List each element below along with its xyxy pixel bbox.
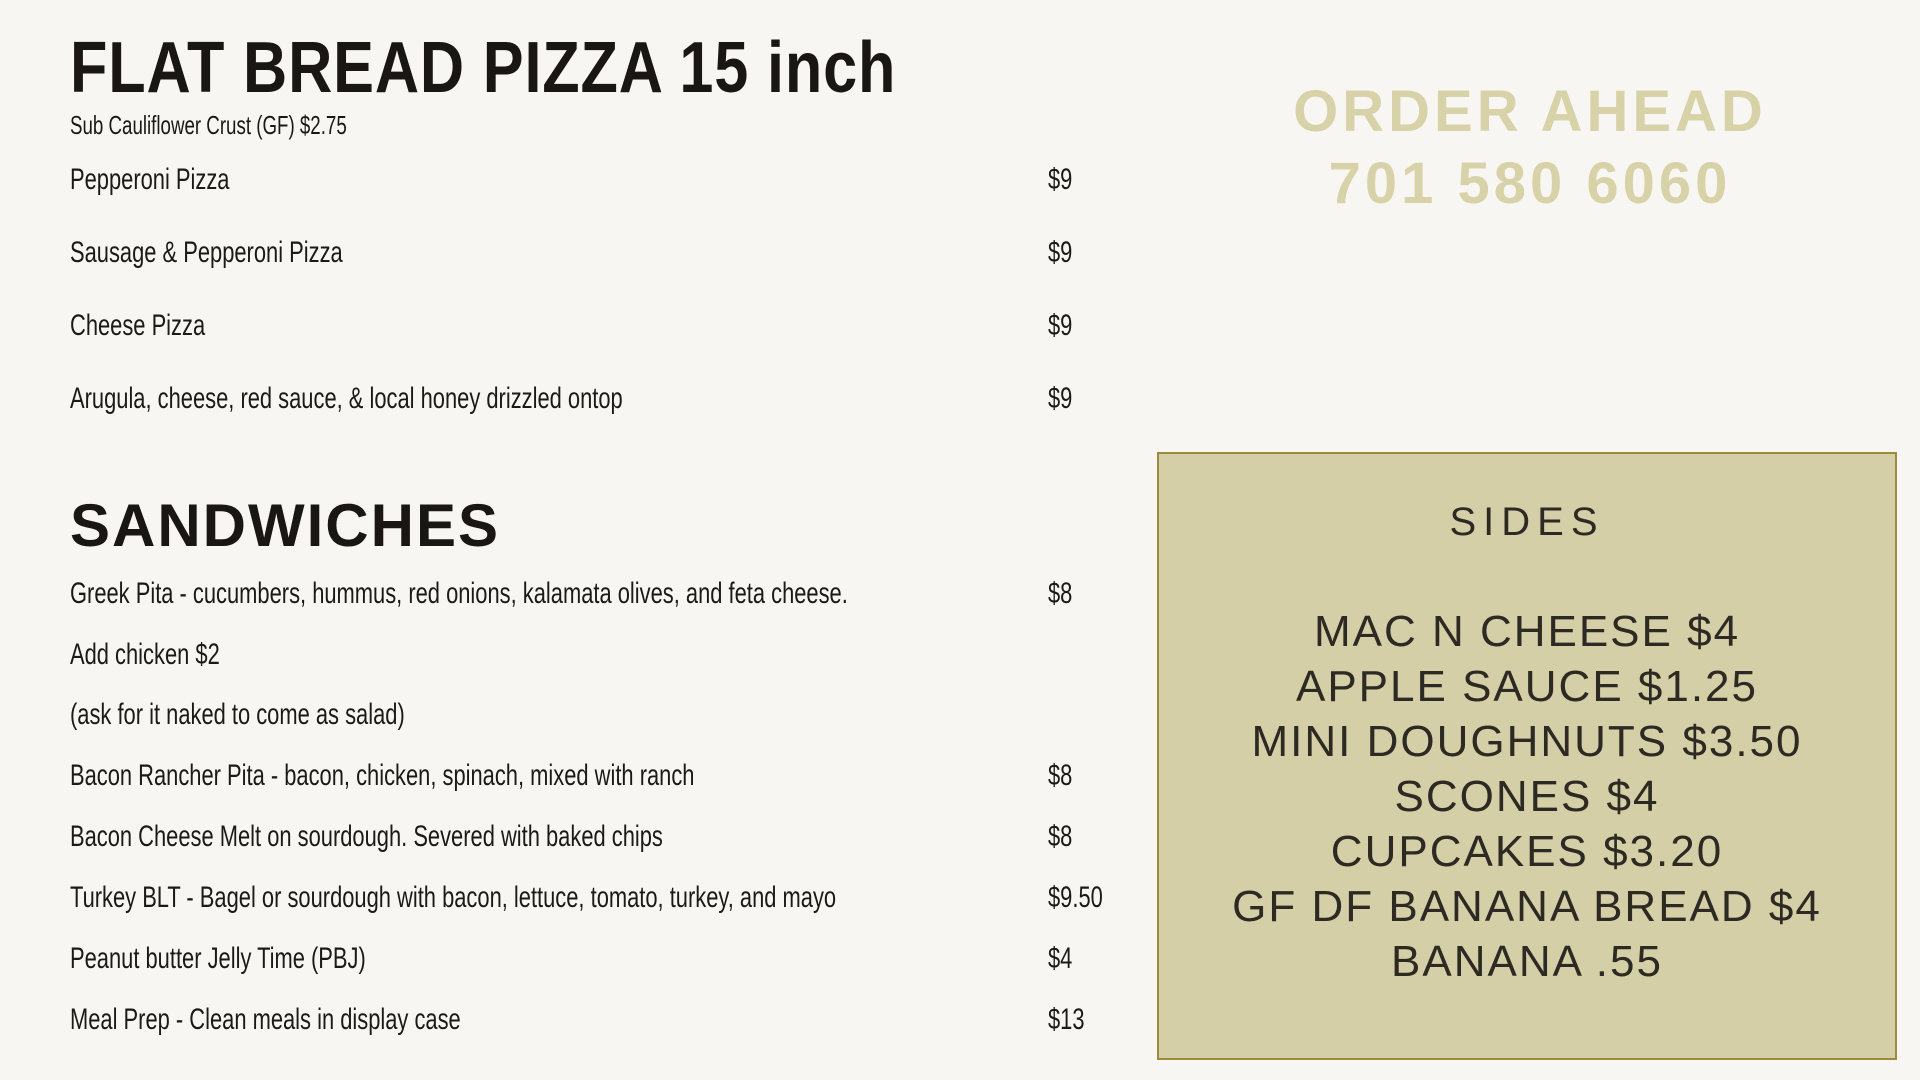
menu-item-row: [70, 874, 1150, 922]
menu-item-name: Sausage & Pepperoni Pizza: [70, 236, 343, 269]
menu-item-name: Cheese Pizza: [70, 309, 206, 342]
pizza-section-subtitle: Sub Cauliflower Crust (GF) $2.75: [70, 110, 347, 140]
menu-item-price: $8: [1048, 820, 1073, 853]
menu-item-row: [70, 813, 1150, 861]
menu-item-row: [70, 375, 1150, 423]
menu-item-row: [70, 935, 1150, 983]
menu-item-price: $9: [1048, 163, 1073, 196]
menu-item-row: [70, 752, 1150, 800]
menu-item-name: (ask for it naked to come as salad): [70, 698, 405, 731]
sides-item: BANANA .55: [1391, 937, 1663, 986]
pizza-section-title: FLAT BREAD PIZZA 15 inch: [70, 28, 897, 108]
menu-item-price: $13: [1048, 1003, 1085, 1036]
sides-item: GF DF BANANA BREAD $4: [1232, 882, 1822, 931]
menu-item-name: Turkey BLT - Bagel or sourdough with bacon, lettuce, tomato, turkey, and mayo: [70, 881, 837, 914]
sides-item: APPLE SAUCE $1.25: [1295, 662, 1758, 711]
sides-list: [1159, 604, 1895, 989]
menu-item-row: [70, 631, 1150, 679]
menu-item-row: [70, 996, 1150, 1044]
menu-item-name: Peanut butter Jelly Time (PBJ): [70, 942, 366, 975]
sides-item: SCONES $4: [1394, 772, 1660, 821]
sides-item: MAC N CHEESE $4: [1313, 607, 1741, 656]
menu-item-row: [70, 302, 1150, 350]
menu-item-name: Arugula, cheese, red sauce, & local honey drizzled ontop: [70, 382, 623, 415]
order-ahead-text: ORDER AHEAD: [1293, 79, 1767, 144]
menu-item-name: Pepperoni Pizza: [70, 163, 230, 196]
sandwich-section-title: SANDWICHES: [70, 492, 501, 559]
sides-panel: [1157, 452, 1897, 1060]
sides-section-title: SIDES: [1449, 500, 1605, 544]
menu-item-price: $9: [1048, 236, 1073, 269]
menu-item-price: $4: [1048, 942, 1073, 975]
sides-item: CUPCAKES $3.20: [1330, 827, 1724, 876]
menu-item-price: $9.50: [1048, 881, 1103, 914]
menu-item-name: Add chicken $2: [70, 638, 220, 671]
menu-item-price: $8: [1048, 577, 1073, 610]
menu-item-row: [70, 570, 1150, 618]
menu-item-row: [70, 229, 1150, 277]
menu-item-name: Bacon Rancher Pita - bacon, chicken, spinach, mixed with ranch: [70, 759, 695, 792]
sides-item: MINI DOUGHNUTS $3.50: [1251, 717, 1803, 766]
menu-item-name: Greek Pita - cucumbers, hummus, red onions, kalamata olives, and feta cheese.: [70, 577, 848, 610]
order-ahead-banner: [1160, 76, 1900, 220]
menu-item-price: $9: [1048, 309, 1073, 342]
menu-item-name: Bacon Cheese Melt on sourdough. Severed with baked chips: [70, 820, 663, 853]
order-ahead-phone: 701 580 6060: [1328, 151, 1732, 216]
menu-item-row: [70, 156, 1150, 204]
menu-item-row: [70, 691, 1150, 739]
menu-item-name: Meal Prep - Clean meals in display case: [70, 1003, 461, 1036]
menu-item-price: $8: [1048, 759, 1073, 792]
menu-item-price: $9: [1048, 382, 1073, 415]
